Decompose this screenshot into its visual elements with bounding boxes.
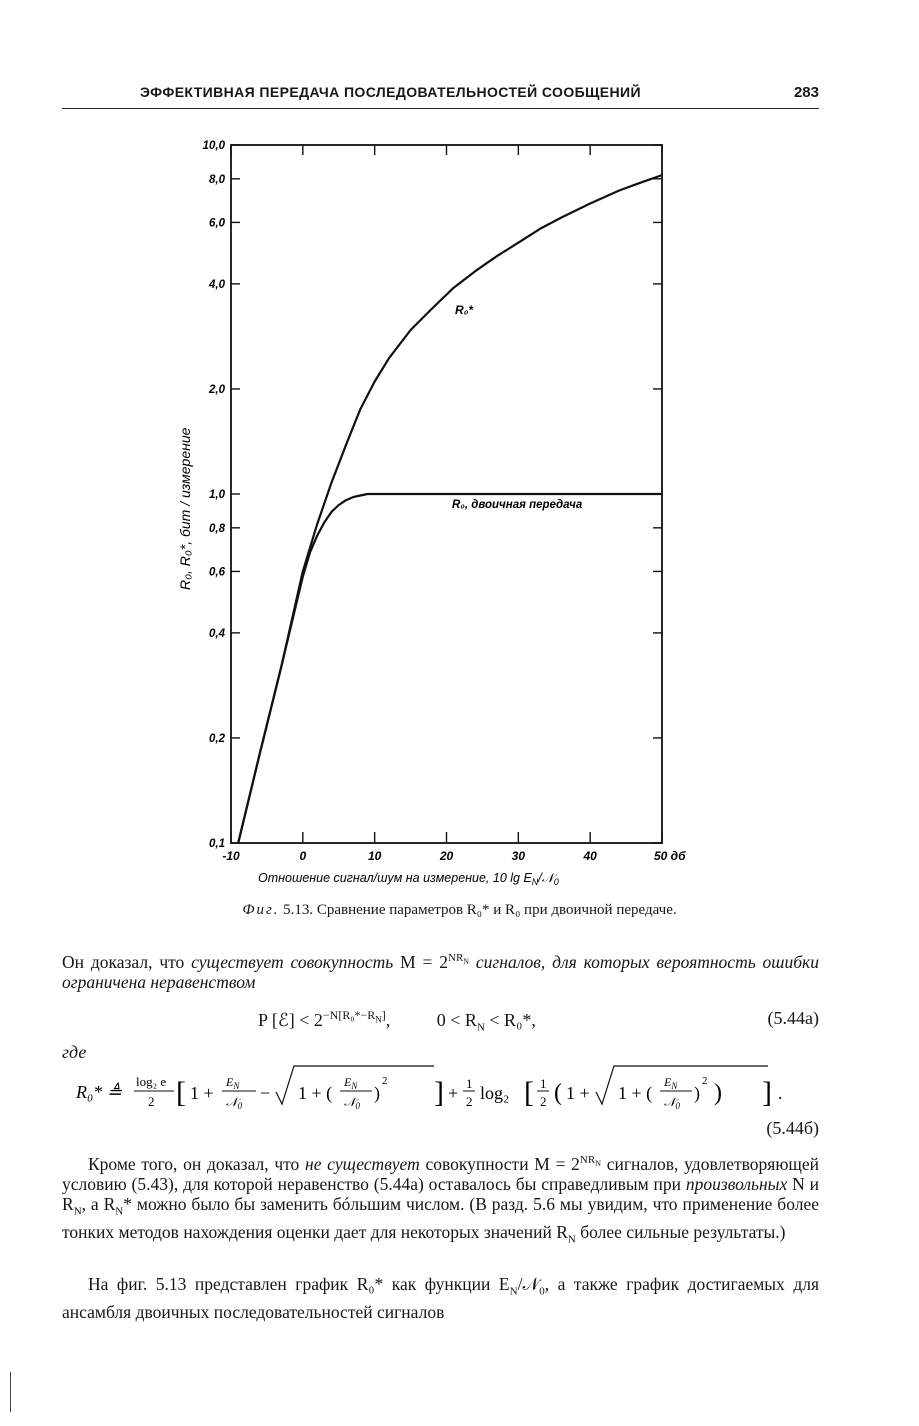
svg-text:1: 1 bbox=[466, 1076, 473, 1091]
y-tick-label: 8,0 bbox=[209, 173, 225, 186]
y-tick-label: 0,8 bbox=[209, 522, 225, 535]
svg-text:2: 2 bbox=[382, 1075, 388, 1087]
y-axis-label: R₀, R₀*, бит / измерение bbox=[177, 427, 193, 590]
svg-text:𝒩0: 𝒩$_0$ bbox=[226, 1095, 242, 1111]
svg-text:EN: $E_N$ bbox=[664, 1075, 678, 1091]
x-tick-label: 40 bbox=[583, 849, 597, 863]
svg-text:[: [ bbox=[524, 1076, 534, 1109]
x-tick-label: 20 bbox=[439, 849, 454, 863]
page-number: 283 bbox=[793, 84, 819, 101]
svg-text:.: . bbox=[778, 1083, 783, 1103]
svg-text:2: 2 bbox=[702, 1075, 708, 1087]
x-tick-label: 0 bbox=[299, 849, 307, 863]
svg-text:): ) bbox=[374, 1083, 380, 1103]
x-axis-label: Отношение сигнал/шум на измерение, 10 $\lg E_N/𝒩_0$ bbox=[258, 871, 559, 887]
svg-text:R₀* ≜: R₀* ≜ bbox=[76, 1082, 122, 1102]
caption-label: Фиг. bbox=[242, 902, 280, 918]
svg-text:1 +: 1 + bbox=[566, 1083, 590, 1103]
svg-text:EN: $E_N$ bbox=[226, 1075, 240, 1091]
y-tick-label: 6,0 bbox=[209, 217, 225, 230]
paragraph-1: Он доказал, что существует совокупность $M = 2^{NR_N}$ сигналов, для которых вероятность ошибки ограничена неравенством bbox=[62, 951, 819, 993]
header-title: ЭФФЕКТИВНАЯ ПЕРЕДАЧА ПОСЛЕДОВАТЕЛЬНОСТЕЙ СООБЩЕНИЙ bbox=[140, 84, 641, 100]
svg-text:−: − bbox=[260, 1083, 271, 1103]
equation-5-44a: P [ℰ] < $2^{-N[R_0*-R_N]}$, $0 < R_N < R_0*$, bbox=[258, 1008, 536, 1034]
paragraph-2: Кроме того, он доказал, что не существует совокупности $M = 2^{NR_N}$ сигналов, удовлетворяющей условию (5.43), для которой неравенство (5.44а) оставалось бы справедливым при произвольных N и $R_N$, а $R_N*$ можно было бы заменить бóльшим числом. (В разд. 5.6 мы увидим, что применение более тонких методов нахождения оценки дает для некоторых значений $R_N$ более сильные результаты.) bbox=[62, 1153, 820, 1246]
svg-text:2: 2 bbox=[466, 1094, 473, 1109]
svg-text:2: 2 bbox=[148, 1094, 155, 1109]
svg-text:𝒩0: 𝒩$_0$ bbox=[344, 1095, 360, 1111]
curves bbox=[238, 175, 662, 843]
y-tick-label: 4,0 bbox=[209, 278, 225, 291]
y-tick-label: 1,0 bbox=[209, 489, 225, 501]
equation-5-44b bbox=[62, 1062, 822, 1122]
x-tick-label: -10 bbox=[222, 849, 240, 863]
svg-text:(: ( bbox=[554, 1080, 562, 1106]
svg-text:+: + bbox=[448, 1083, 459, 1103]
y-tick-label: 0,6 bbox=[209, 566, 225, 579]
svg-text:2: 2 bbox=[540, 1094, 547, 1109]
svg-text:1: 1 bbox=[540, 1076, 547, 1091]
caption-text: 5.13. Сравнение параметров R₀* и R₀ при двоичной передаче. bbox=[283, 902, 677, 918]
svg-text:): ) bbox=[694, 1083, 700, 1103]
paragraph-3: На фиг. 5.13 представлен график R₀* как функции $E_N/𝒩_0$, а также график достигаемых для ансамбля двоичных последовательностей сигналов bbox=[62, 1274, 820, 1322]
annotation-r0-binary: R₀, двоичная передача bbox=[452, 499, 583, 511]
y-tick-label: 10,0 bbox=[202, 140, 225, 152]
svg-text:log₂ e: log₂ e bbox=[136, 1074, 167, 1089]
series-r0-binary-line bbox=[238, 494, 662, 843]
y-tick-label: 2,0 bbox=[209, 383, 225, 396]
y-tick-label: 0,4 bbox=[209, 627, 225, 640]
y-tick-label: 0,1 bbox=[209, 838, 225, 850]
where-label: где bbox=[62, 1042, 87, 1062]
y-tick-label: 0,2 bbox=[209, 732, 225, 745]
svg-text:[: [ bbox=[176, 1076, 186, 1109]
svg-text:): ) bbox=[714, 1080, 722, 1106]
svg-text:1 +: 1 + bbox=[190, 1083, 214, 1103]
annotation-r0star: R₀* bbox=[455, 303, 474, 317]
svg-text:1 + (: 1 + ( bbox=[618, 1083, 653, 1103]
x-tick-labels bbox=[222, 849, 686, 863]
equation-number-5-44b: (5.44б) bbox=[766, 1118, 819, 1138]
svg-text:𝒩0: 𝒩$_0$ bbox=[664, 1095, 680, 1111]
figure-caption bbox=[0, 902, 919, 919]
svg-text:]: ] bbox=[762, 1076, 772, 1109]
equation-number-5-44a: (5.44а) bbox=[767, 1008, 819, 1028]
svg-text:]: ] bbox=[434, 1076, 444, 1109]
y-tick-labels bbox=[203, 140, 226, 850]
svg-text:1 + (: 1 + ( bbox=[298, 1083, 333, 1103]
x-tick-label: 10 bbox=[367, 849, 382, 863]
x-tick-label: 30 bbox=[511, 849, 526, 863]
svg-text:EN: $E_N$ bbox=[344, 1075, 358, 1091]
series-r0star-line bbox=[238, 175, 662, 843]
x-tick-label: 50 дб bbox=[654, 849, 686, 863]
svg-text:log₂: log₂ bbox=[480, 1083, 510, 1103]
margin-mark bbox=[10, 1372, 11, 1412]
